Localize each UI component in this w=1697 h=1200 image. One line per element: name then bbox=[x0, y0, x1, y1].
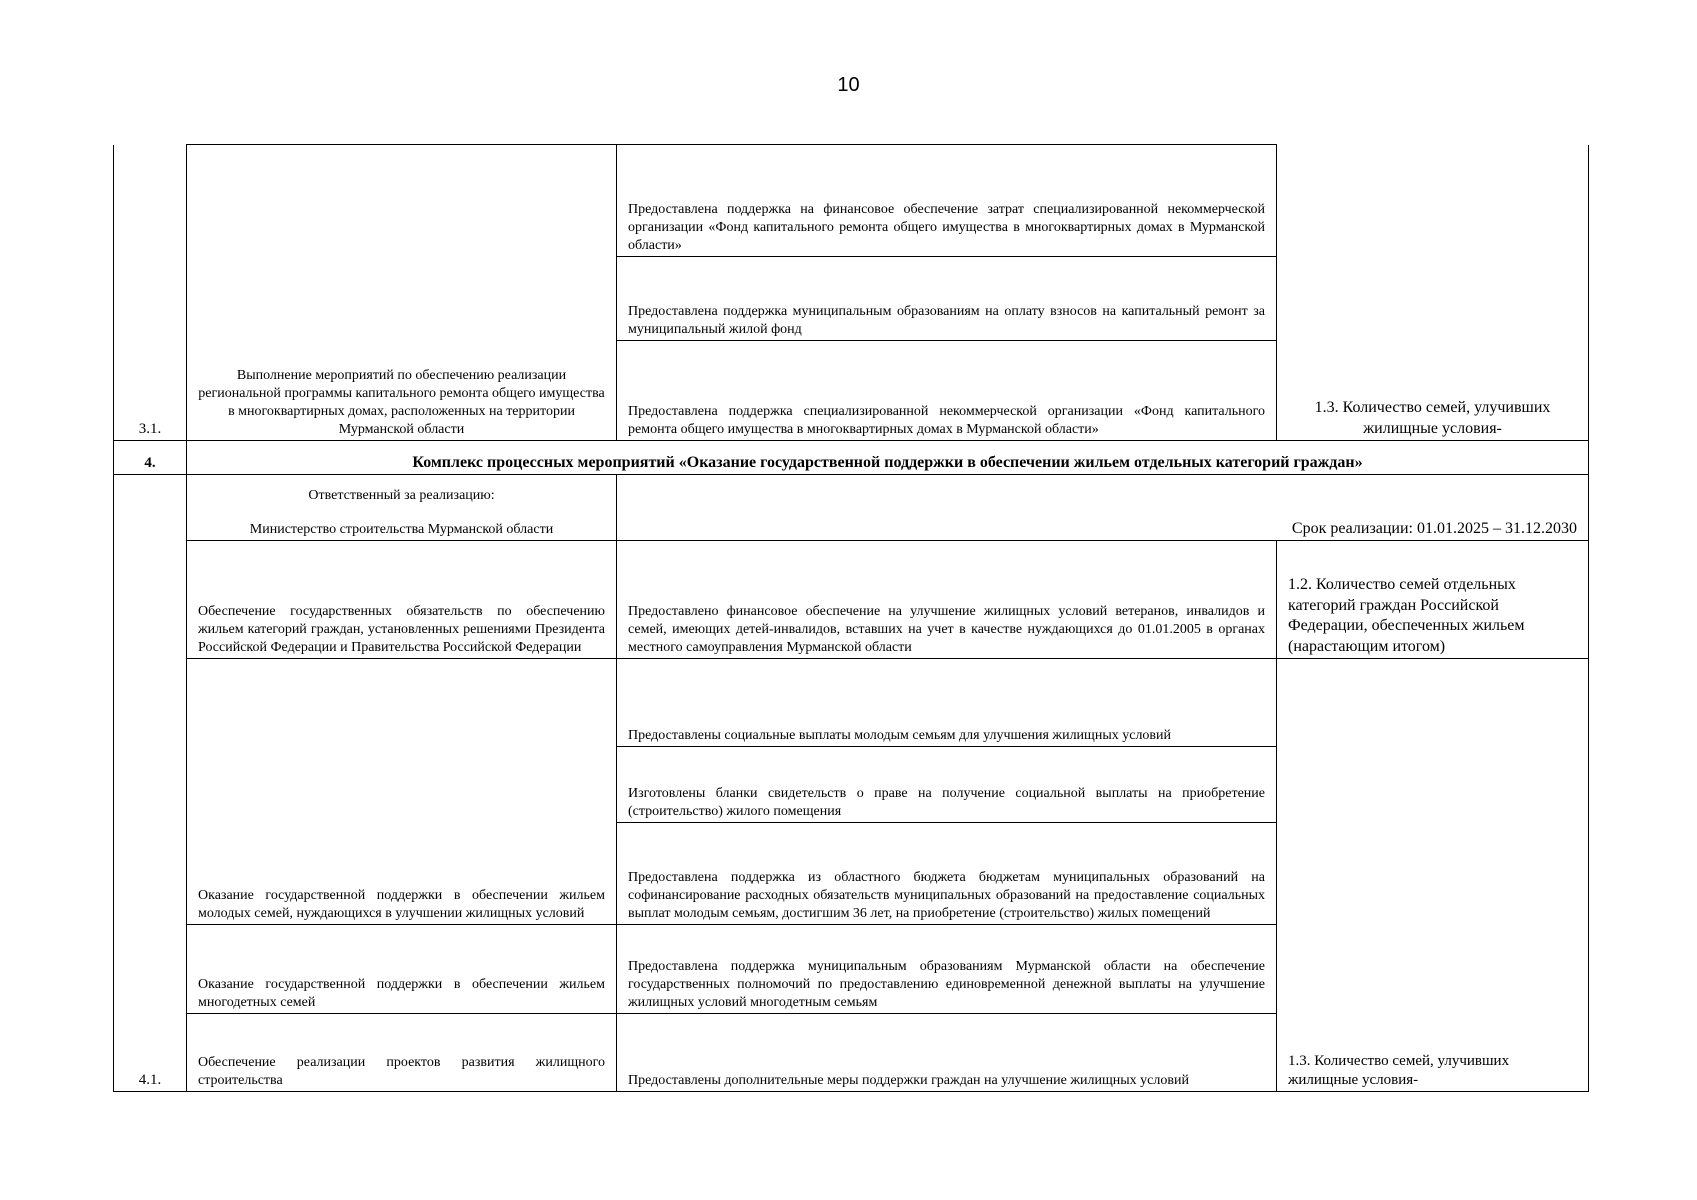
indicator-3-1: 1.3. Количество семей, улучивших жилищные условия- bbox=[1277, 145, 1589, 441]
page-number: 10 bbox=[837, 74, 860, 96]
indicator-4-1-2: 1.3. Количество семей, улучивших жилищные условия- bbox=[1277, 659, 1589, 1092]
activities-table bbox=[113, 144, 1589, 1092]
indicator-4-1-1: 1.2. Количество семей отдельных категорий граждан Российской Федерации, обеспеченных жильем (нарастающим итогом) bbox=[1277, 541, 1589, 659]
task-4-1-3: Оказание государственной поддержки в обеспечении жильем многодетных семей bbox=[187, 925, 617, 1014]
row-number-4: 4. bbox=[114, 441, 187, 475]
result-4-1-2: Предоставлены социальные выплаты молодым семьям для улучшения жилищных условий bbox=[617, 659, 1277, 747]
implementation-period: Срок реализации: 01.01.2025 – 31.12.2030 bbox=[617, 475, 1589, 541]
task-4-1-4: Обеспечение реализации проектов развития жилищного строительства bbox=[187, 1014, 617, 1092]
responsible-cell bbox=[187, 475, 617, 541]
task-4-1-1: Обеспечение государственных обязательств по обеспечению жильем категорий граждан, установленных решениями Президента Российской Федерации и Правительства Российской Федерации bbox=[187, 541, 617, 659]
section-title-4: Комплекс процессных мероприятий «Оказание государственной поддержки в обеспечении жильем отдельных категорий граждан» bbox=[187, 441, 1589, 475]
result-3-1-3: Предоставлена поддержка специализированной некоммерческой организации «Фонд капитального ремонта общего имущества в многоквартирных домах в Мурманской области» bbox=[617, 341, 1277, 441]
task-4-1-2: Оказание государственной поддержки в обеспечении жильем молодых семей, нуждающихся в улучшении жилищных условий bbox=[187, 659, 617, 925]
row-number-3-1: 3.1. bbox=[114, 145, 187, 441]
result-4-1-1: Предоставлено финансовое обеспечение на улучшение жилищных условий ветеранов, инвалидов и семей, имеющих детей-инвалидов, вставших на учет в качестве нуждающихся до 01.01.2005 в органах местного самоуправления Мурманской области bbox=[617, 541, 1277, 659]
result-4-1-4: Предоставлена поддержка из областного бюджета бюджетам муниципальных образований на софинансирование расходных обязательств муниципальных образований на предоставление социальных выплат молодым семьям, достигшим 36 лет, на приобретение (строительство) жилых помещений bbox=[617, 823, 1277, 925]
responsible-value: Министерство строительства Мурманской области bbox=[249, 522, 554, 538]
result-3-1-2: Предоставлена поддержка муниципальным образованиям на оплату взносов на капитальный ремонт за муниципальный жилой фонд bbox=[617, 257, 1277, 341]
result-4-1-6: Предоставлены дополнительные меры поддержки граждан на улучшение жилищных условий bbox=[617, 1014, 1277, 1092]
task-3-1: Выполнение мероприятий по обеспечению реализации региональной программы капитального ремонта общего имущества в многоквартирных домах, расположенных на территории Мурманской области bbox=[187, 145, 617, 441]
result-3-1-1: Предоставлена поддержка на финансовое обеспечение затрат специализированной некоммерческой организации «Фонд капитального ремонта общего имущества в многоквартирных домах в Мурманской области» bbox=[617, 145, 1277, 257]
result-4-1-5: Предоставлена поддержка муниципальным образованиям Мурманской области на обеспечение государственных полномочий по предоставлению единовременной денежной выплаты на улучшение жилищных условий многодетным семьям bbox=[617, 925, 1277, 1014]
result-4-1-3: Изготовлены бланки свидетельств о праве на получение социальной выплаты на приобретение (строительство) жилого помещения bbox=[617, 747, 1277, 823]
responsible-label: Ответственный за реализацию: bbox=[308, 488, 495, 504]
row-number-4-1: 4.1. bbox=[114, 475, 187, 1092]
